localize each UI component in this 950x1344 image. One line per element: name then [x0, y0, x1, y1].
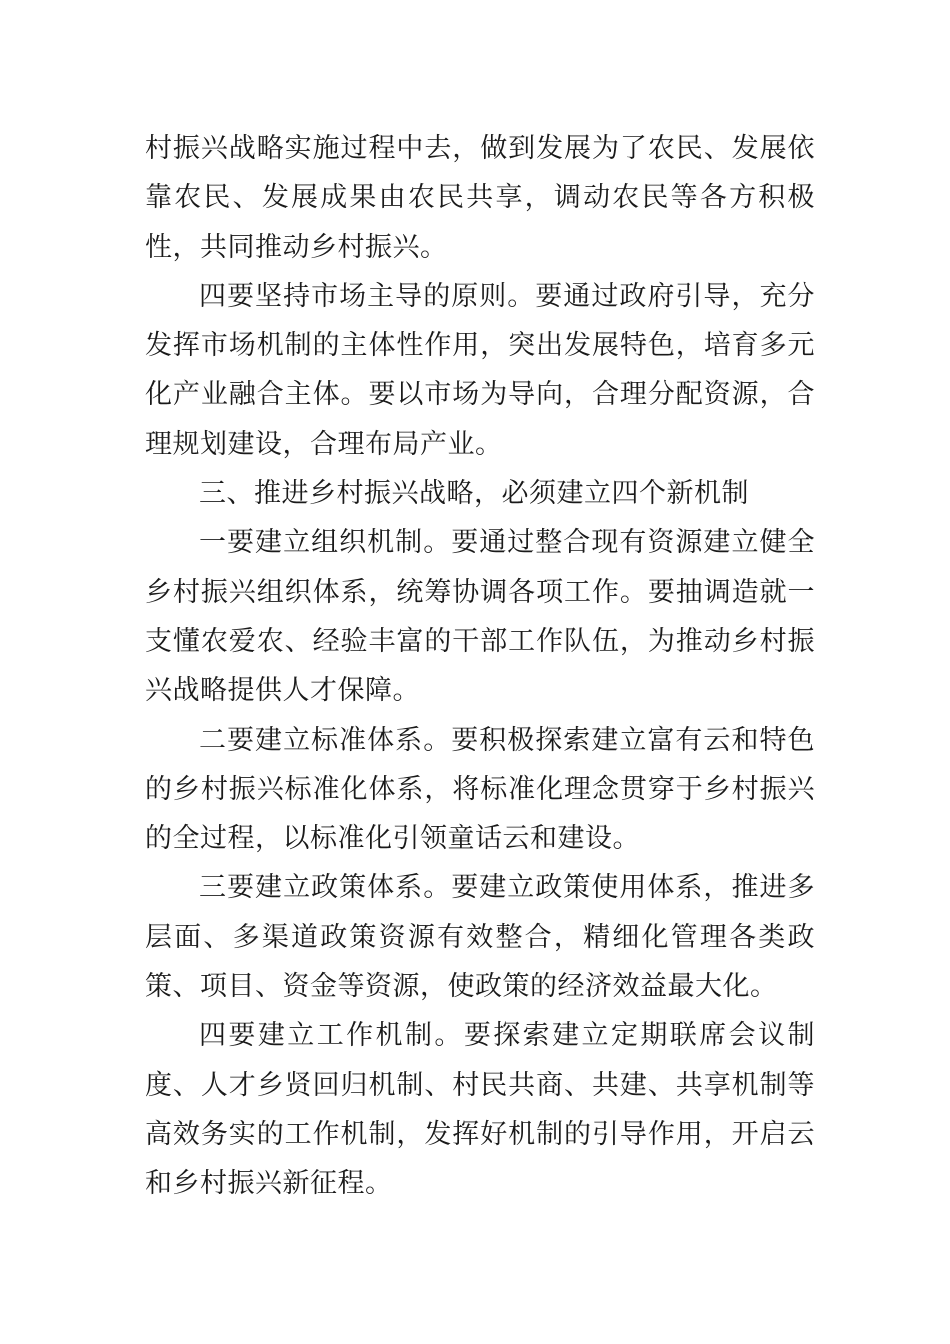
paragraph-market-principle: 四要坚持市场主导的原则。要通过政府引导，充分发挥市场机制的主体性作用，突出发展特色，培育多元化产业融合主体。要以市场为导向，合理分配资源，合理规划建设，合理布局产业。 — [145, 280, 815, 460]
paragraph-work-mechanism: 四要建立工作机制。要探索建立定期联席会议制度、人才乡贤回归机制、村民共商、共建、共享机制等高效务实的工作机制，发挥好机制的引导作用，开启云和乡村振兴新征程。 — [145, 1020, 815, 1200]
paragraph-continuation: 村振兴战略实施过程中去，做到发展为了农民、发展依靠农民、发展成果由农民共享，调动农民等各方积极性，共同推动乡村振兴。 — [145, 133, 815, 263]
document-body — [145, 124, 815, 1209]
section-heading: 三、推进乡村振兴战略，必须建立四个新机制 — [199, 478, 749, 510]
paragraph-policy-system: 三要建立政策体系。要建立政策使用体系，推进多层面、多渠道政策资源有效整合，精细化管理各类政策、项目、资金等资源，使政策的经济效益最大化。 — [145, 872, 815, 1003]
paragraph-standard-system: 二要建立标准体系。要积极探索建立富有云和特色的乡村振兴标准化体系，将标准化理念贯穿于乡村振兴的全过程，以标准化引领童话云和建设。 — [145, 724, 815, 855]
paragraph-organization-mechanism: 一要建立组织机制。要通过整合现有资源建立健全乡村振兴组织体系，统筹协调各项工作。要抽调造就一支懂农爱农、经验丰富的干部工作队伍，为推动乡村振兴战略提供人才保障。 — [145, 527, 815, 707]
